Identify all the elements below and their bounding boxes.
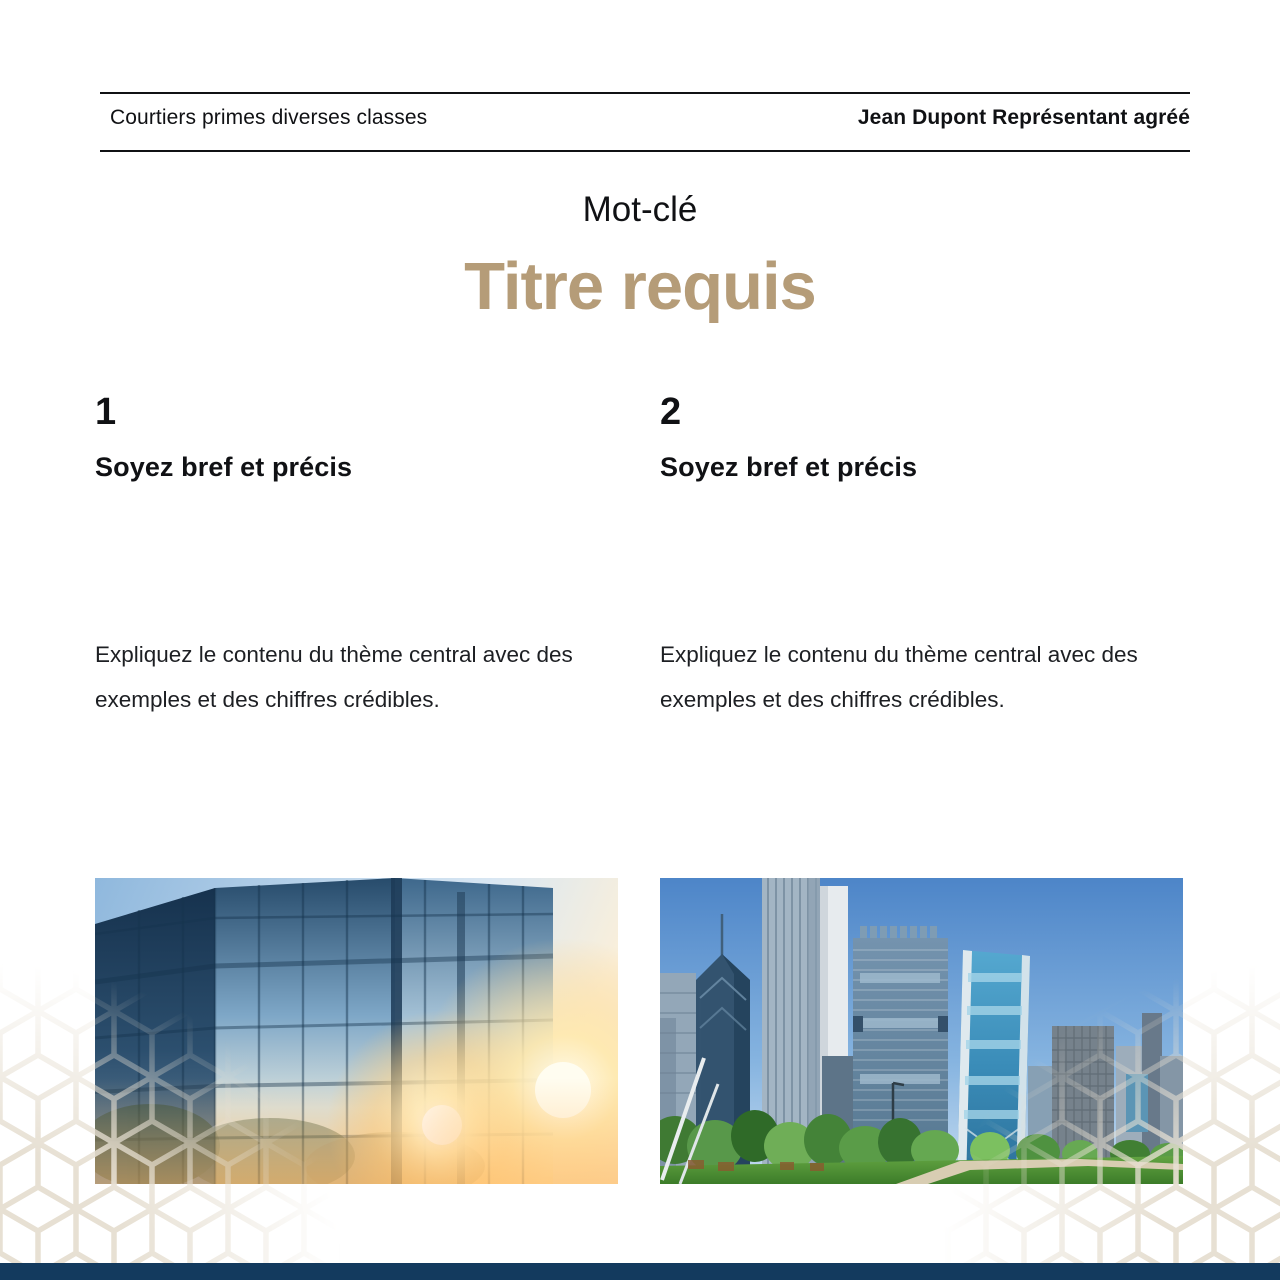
column-2-photo <box>660 878 1183 1184</box>
column-1-photo <box>95 878 618 1184</box>
header-left-text: Courtiers primes diverses classes <box>110 106 428 129</box>
page-title: Titre requis <box>464 249 816 324</box>
column-2-body: Expliquez le contenu du thème central avec des exemples et des chiffres crédibles. <box>660 642 1138 712</box>
column-1-number: 1 <box>95 391 117 433</box>
column-1 <box>95 392 620 1184</box>
column-1-body: Expliquez le contenu du thème central avec des exemples et des chiffres crédibles. <box>95 642 573 712</box>
column-2-number: 2 <box>660 391 682 433</box>
header-bottom-rule <box>100 150 1190 152</box>
footer-bar <box>0 1263 1280 1280</box>
header-top-rule <box>100 92 1190 94</box>
column-2 <box>660 392 1185 1184</box>
column-1-heading: Soyez bref et précis <box>95 452 353 482</box>
kicker-text: Mot-clé <box>582 190 698 229</box>
header-right-text: Jean Dupont Représentant agréé <box>857 106 1190 129</box>
column-2-heading: Soyez bref et précis <box>660 452 918 482</box>
office-building-sunset-photo <box>95 878 618 1184</box>
header <box>100 106 1190 130</box>
city-skyline-park-photo <box>660 878 1183 1184</box>
